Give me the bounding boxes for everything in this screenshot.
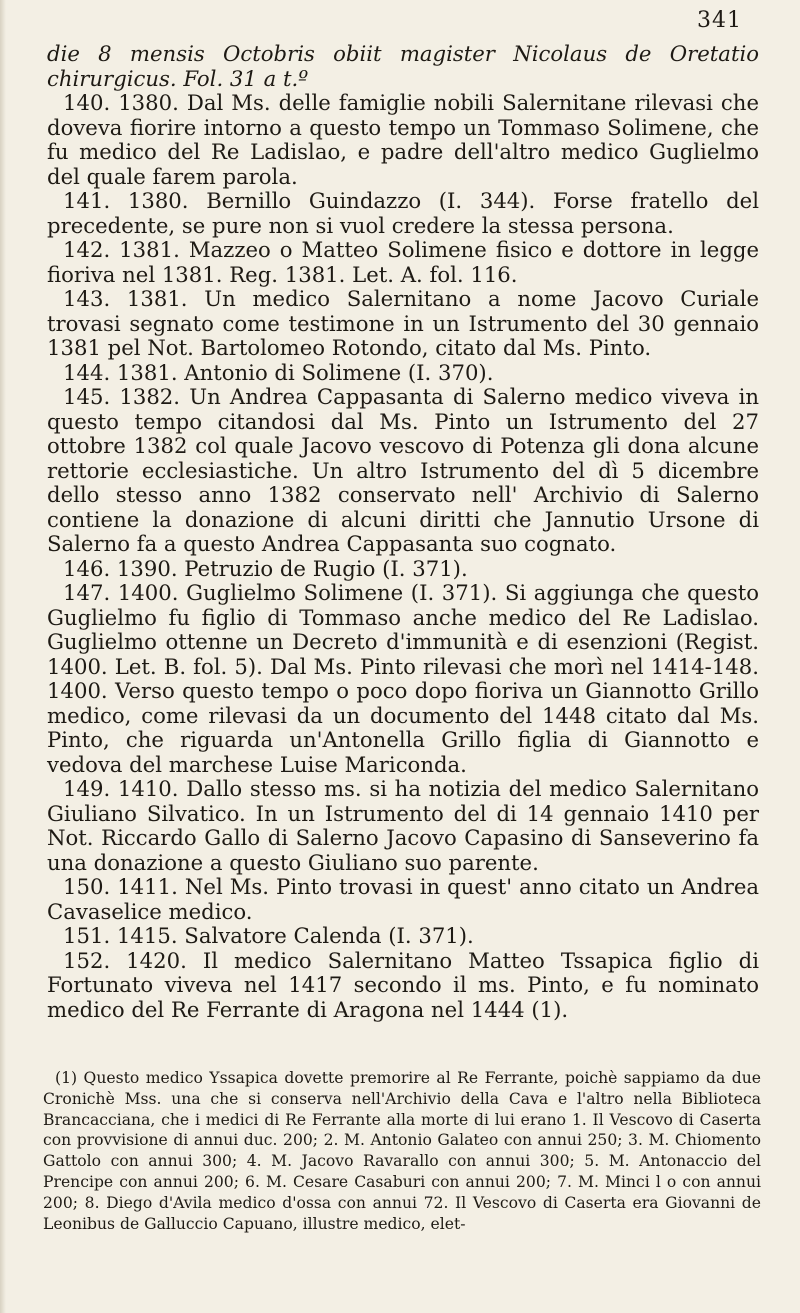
entry-145: 145. 1382. Un Andrea Cappasanta di Salerno medico viveva in questo tempo citandosi dal Ms. Pinto un Istrumento del 27 ottobre 1382 col quale Jacovo vescovo di Potenza gli dona alcune rettorie ecclesiastiche. Un altro Istrumento del dì 5 dicembre dello stesso anno 1382 conservato nell' Archivio di Salerno contiene la donazione di alcuni diritti che Jannutio Ursone di Salerno fa a questo Andrea Cappasanta suo cognato.	[47, 384, 759, 556]
entry-142: 142. 1381. Mazzeo o Matteo Solimene fisico e dottore in legge fioriva nel 1381. Reg. 1381. Let. A. fol. 116.	[47, 237, 759, 287]
footnote-1: (1) Questo medico Yssapica dovette premorire al Re Ferrante, poichè sappiamo da due Cronichè Mss. una che si conserva nell'Archivio della Cava e l'altro nella Biblioteca Brancacciana, che i medici di Re Ferrante alla morte di lui erano 1. Il Vescovo di Caserta con provvisione di annui duc. 200; 2. M. Antonio Galateo con annui 250; 3. M. Chiomento Gattolo con annui 300; 4. M. Jacovo Ravarallo con annui 300; 5. M. Antonaccio del Prencipe con annui 200; 6. M. Cesare Casaburi con annui 200; 7. M. Minci l o con annui 200; 8. Diego d'Avila medico d'ossa con annui 72. Il Vescovo di Caserta era Giovanni de Leonibus de Galluccio Capuano, illustre medico, elet-	[43, 1069, 761, 1233]
entry-140: 140. 1380. Dal Ms. delle famiglie nobili Salernitane rilevasi che doveva fiorire intorno a questo tempo un Tommaso Solimene, che fu medico del Re Ladislao, e padre dell'altro medico Guglielmo del quale farem parola.	[47, 90, 759, 189]
entry-150: 150. 1411. Nel Ms. Pinto trovasi in quest' anno citato un Andrea Cavaselice medico.	[47, 874, 759, 924]
entry-143: 143. 1381. Un medico Salernitano a nome Jacovo Curiale trovasi segnato come testimone in un Istrumento del 30 gennaio 1381 pel Not. Bartolomeo Rotondo, citato dal Ms. Pinto.	[47, 286, 759, 360]
main-text	[47, 42, 759, 1022]
footnotes	[43, 1068, 761, 1234]
entry-149: 149. 1410. Dallo stesso ms. si ha notizia del medico Salernitano Giuliano Silvatico. In un Istrumento del di 14 gennaio 1410 per Not. Riccardo Gallo di Salerno Jacovo Capasino di Sanseverino fa una donazione a questo Giuliano suo parente.	[47, 776, 759, 875]
entry-147-148: 147. 1400. Guglielmo Solimene (I. 371). Si aggiunga che questo Guglielmo fu figlio di Tommaso anche medico del Re Ladislao. Guglielmo ottenne un Decreto d'immunità e di esenzioni (Regist. 1400. Let. B. fol. 5). Dal Ms. Pinto rilevasi che morì nel 1414-148. 1400. Verso questo tempo o poco dopo fioriva un Giannotto Grillo medico, come rilevasi da un documento del 1448 citato dal Ms. Pinto, che riguarda un'Antonella Grillo figlia di Giannotto e vedova del marchese Luise Mariconda.	[47, 580, 759, 777]
entry-151: 151. 1415. Salvatore Calenda (I. 371).	[63, 923, 474, 948]
page-edge-shadow	[0, 0, 6, 1313]
entry-152: 152. 1420. Il medico Salernitano Matteo Tssapica figlio di Fortunato viveva nel 1417 secondo il ms. Pinto, e fu nominato medico del Re Ferrante di Aragona nel 1444 (1).	[47, 947, 759, 1022]
entry-144: 144. 1381. Antonio di Solimene (I. 370).	[63, 359, 494, 385]
entry-141: 141. 1380. Bernillo Guindazzo (I. 344). Forse fratello del precedente, se pure non si vuol credere la stessa persona.	[47, 188, 759, 238]
paragraph-continuation: die 8 mensis Octobris obiit magister Nicolaus de Oretatio chirurgicus. Fol. 31 a t.º	[47, 41, 759, 91]
page-number: 341	[697, 8, 742, 33]
entry-146: 146. 1390. Petruzio de Rugio (I. 371).	[63, 555, 468, 581]
